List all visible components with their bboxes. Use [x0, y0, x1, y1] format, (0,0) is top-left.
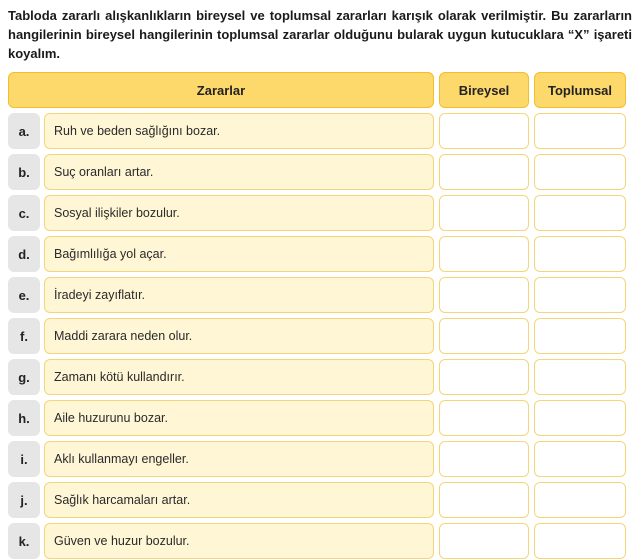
- row-letter: e.: [8, 277, 40, 313]
- row-text: Zamanı kötü kullandırır.: [44, 359, 434, 395]
- bireysel-checkbox[interactable]: [439, 318, 529, 354]
- row-text: Aklı kullanmayı engeller.: [44, 441, 434, 477]
- table-row: [0, 236, 640, 272]
- row-text: Bağımlılığa yol açar.: [44, 236, 434, 272]
- header-zararlar: Zararlar: [8, 72, 434, 108]
- bireysel-checkbox[interactable]: [439, 195, 529, 231]
- table-row: [0, 113, 640, 149]
- row-letter: a.: [8, 113, 40, 149]
- toplumsal-checkbox[interactable]: [534, 359, 626, 395]
- row-text: Sağlık harcamaları artar.: [44, 482, 434, 518]
- bireysel-checkbox[interactable]: [439, 482, 529, 518]
- header-bireysel: Bireysel: [439, 72, 529, 108]
- bireysel-checkbox[interactable]: [439, 236, 529, 272]
- table-row: [0, 277, 640, 313]
- row-text: Güven ve huzur bozulur.: [44, 523, 434, 559]
- toplumsal-checkbox[interactable]: [534, 523, 626, 559]
- toplumsal-checkbox[interactable]: [534, 113, 626, 149]
- bireysel-checkbox[interactable]: [439, 113, 529, 149]
- bireysel-checkbox[interactable]: [439, 277, 529, 313]
- instruction-text: Tabloda zararlı alışkanlıkların bireysel ve toplumsal zararları karışık olarak verilmiştir. Bu zararların hangilerinin bireysel hangilerinin toplumsal zararlar olduğunu bularak uygun kutucuklara “X” işareti koyalım.: [8, 8, 632, 61]
- table-header: [0, 72, 640, 108]
- row-text: Maddi zarara neden olur.: [44, 318, 434, 354]
- bireysel-checkbox[interactable]: [439, 154, 529, 190]
- row-text: Aile huzurunu bozar.: [44, 400, 434, 436]
- row-text: Suç oranları artar.: [44, 154, 434, 190]
- toplumsal-checkbox[interactable]: [534, 154, 626, 190]
- toplumsal-checkbox[interactable]: [534, 441, 626, 477]
- row-letter: c.: [8, 195, 40, 231]
- bireysel-checkbox[interactable]: [439, 523, 529, 559]
- row-text: Ruh ve beden sağlığını bozar.: [44, 113, 434, 149]
- toplumsal-checkbox[interactable]: [534, 318, 626, 354]
- row-letter: j.: [8, 482, 40, 518]
- row-letter: h.: [8, 400, 40, 436]
- row-letter: f.: [8, 318, 40, 354]
- bireysel-checkbox[interactable]: [439, 441, 529, 477]
- header-toplumsal: Toplumsal: [534, 72, 626, 108]
- table-row: [0, 482, 640, 518]
- bireysel-checkbox[interactable]: [439, 400, 529, 436]
- table-row: [0, 400, 640, 436]
- row-text: Sosyal ilişkiler bozulur.: [44, 195, 434, 231]
- row-text: İradeyi zayıflatır.: [44, 277, 434, 313]
- table-row: [0, 523, 640, 559]
- table-row: [0, 195, 640, 231]
- row-letter: k.: [8, 523, 40, 559]
- table-row: [0, 441, 640, 477]
- table-row: [0, 154, 640, 190]
- toplumsal-checkbox[interactable]: [534, 482, 626, 518]
- toplumsal-checkbox[interactable]: [534, 195, 626, 231]
- row-letter: g.: [8, 359, 40, 395]
- toplumsal-checkbox[interactable]: [534, 277, 626, 313]
- toplumsal-checkbox[interactable]: [534, 236, 626, 272]
- toplumsal-checkbox[interactable]: [534, 400, 626, 436]
- row-letter: d.: [8, 236, 40, 272]
- bireysel-checkbox[interactable]: [439, 359, 529, 395]
- table-row: [0, 318, 640, 354]
- row-letter: b.: [8, 154, 40, 190]
- table-row: [0, 359, 640, 395]
- row-letter: i.: [8, 441, 40, 477]
